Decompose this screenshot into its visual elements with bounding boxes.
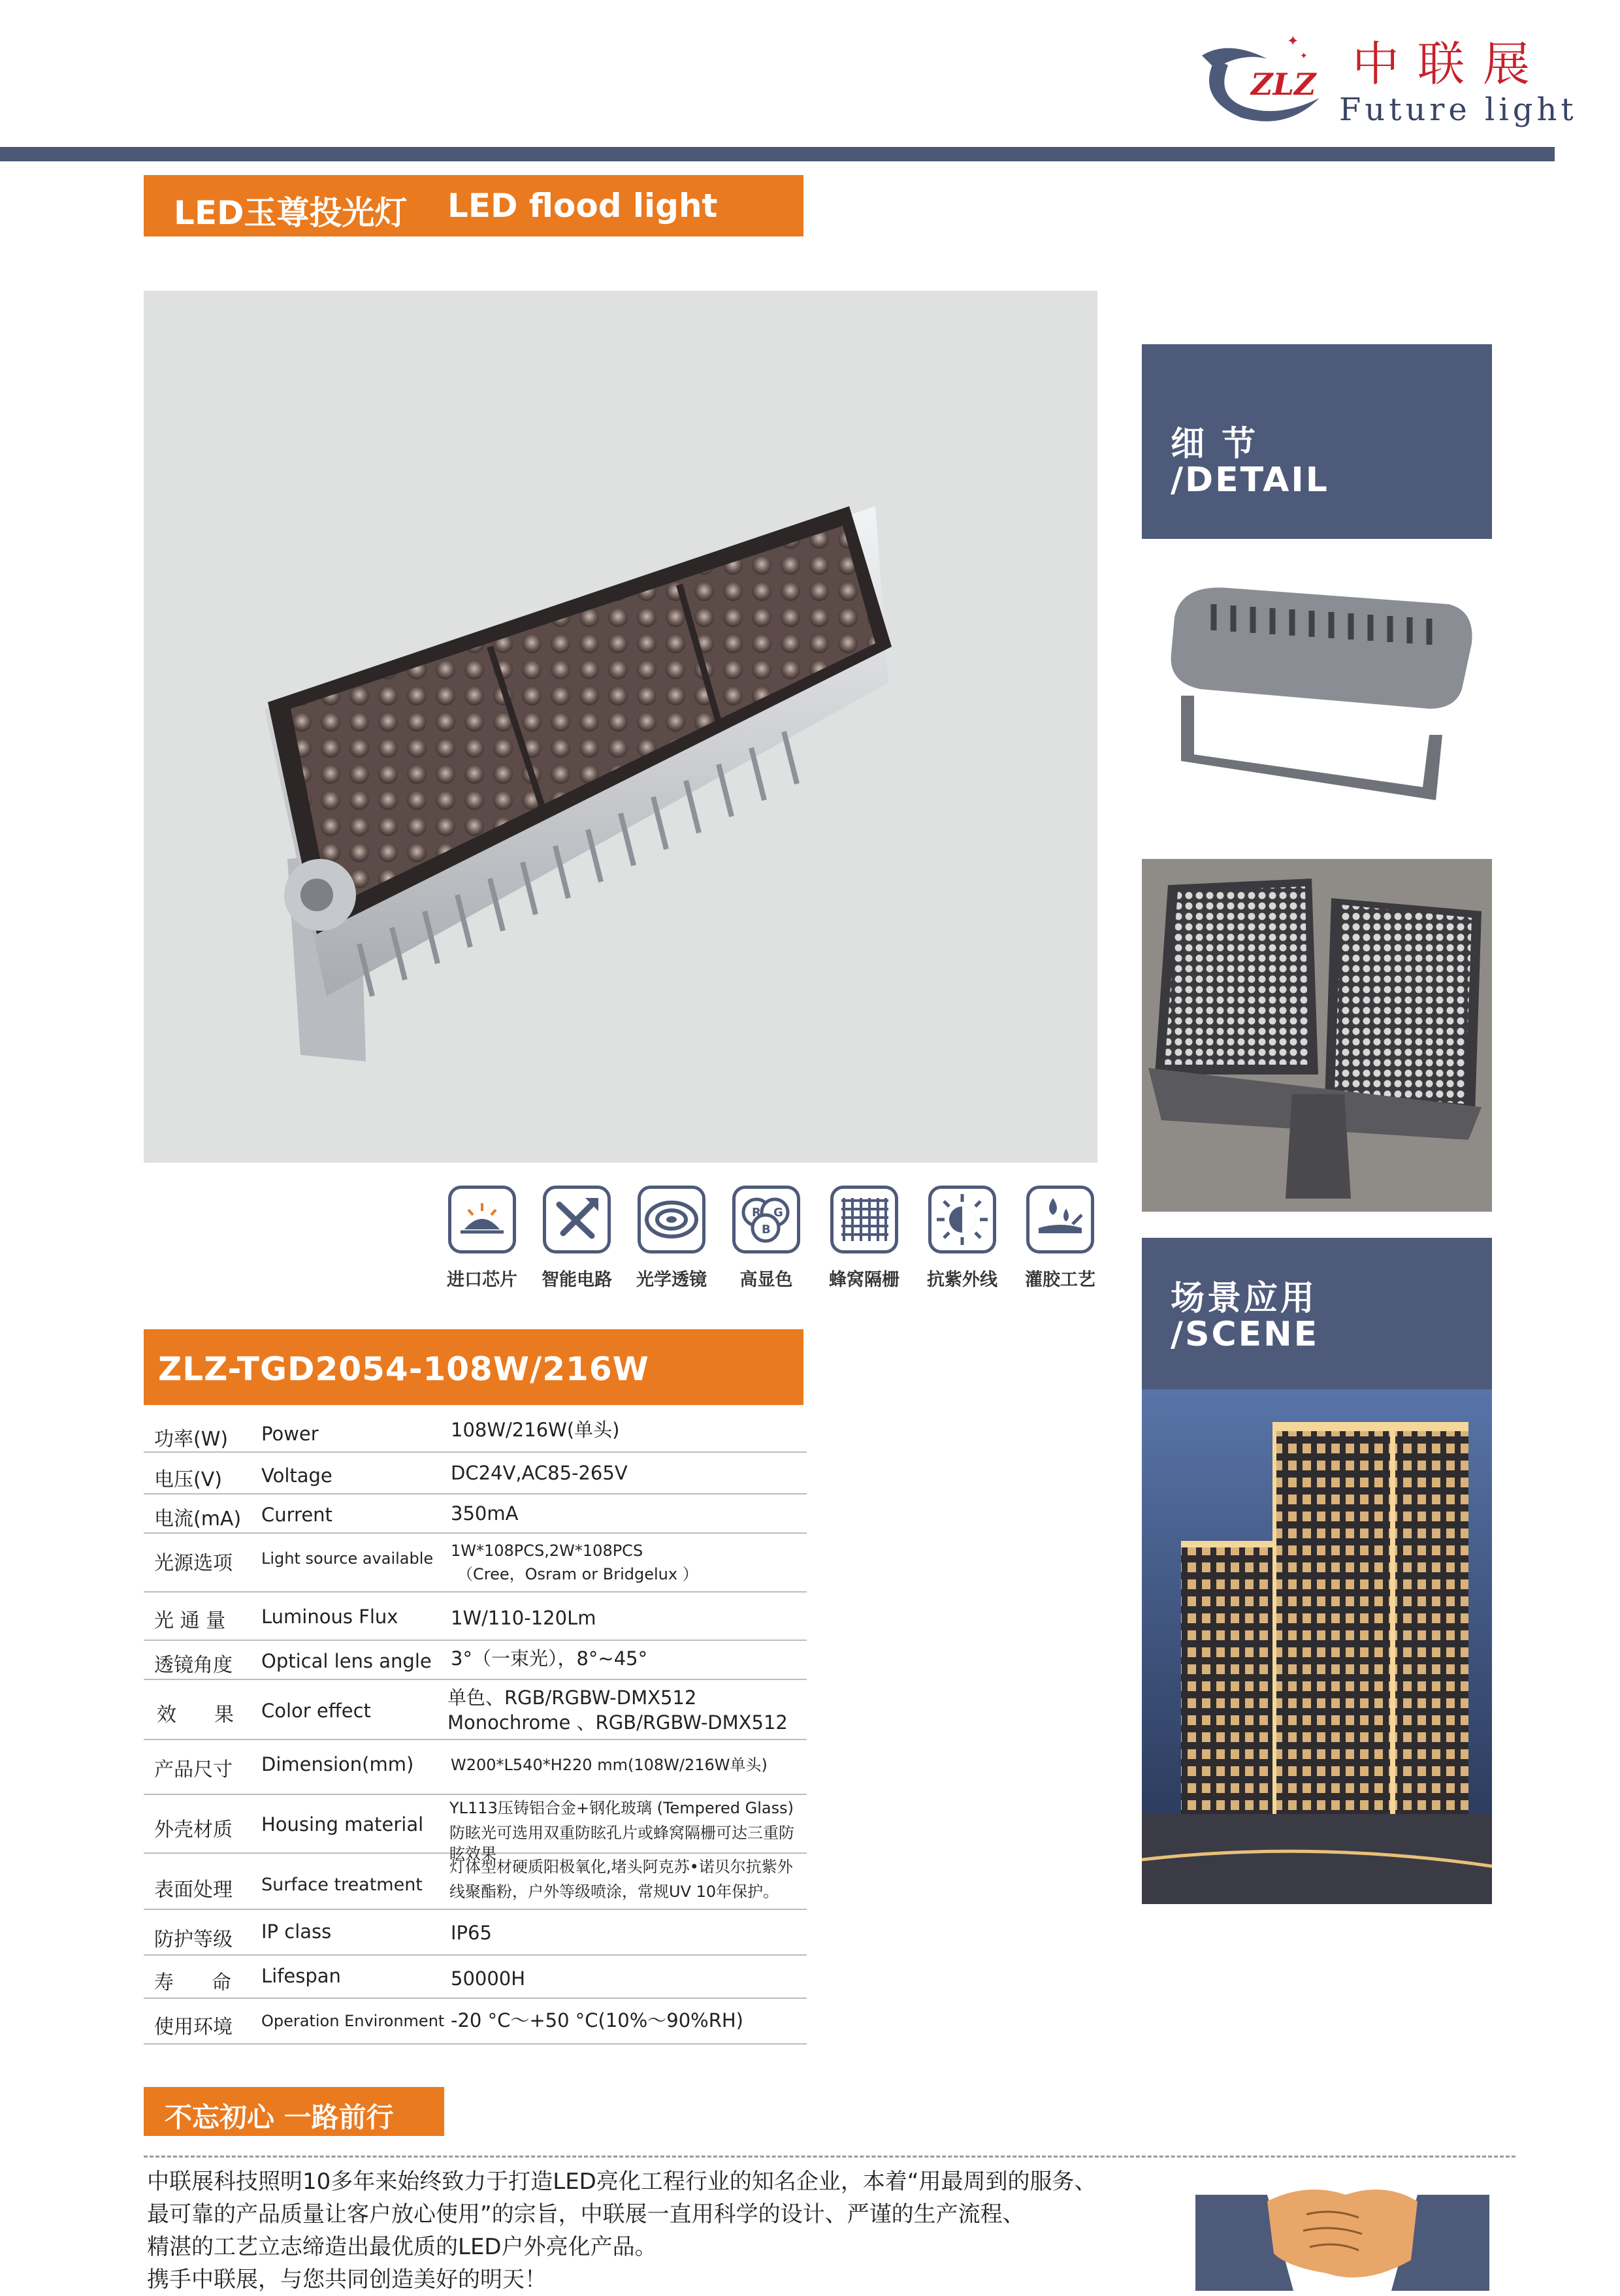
- spec-label-cn: 光源选项: [154, 1552, 233, 1575]
- feature-potting-process: [1014, 1186, 1106, 1291]
- spec-row-power: [144, 1411, 807, 1453]
- spec-row-dimension: [144, 1740, 807, 1795]
- feature-label: 抗紫外线: [927, 1270, 997, 1290]
- smart-circuit-icon: [543, 1186, 611, 1253]
- spec-value: 灯体型材硬质阳极氧化,堵头阿克苏•诺贝尔抗紫外: [449, 1858, 793, 1876]
- spec-value: 单色、RGB/RGBW-DMX512: [447, 1687, 697, 1709]
- spec-label-en: Power: [261, 1423, 319, 1445]
- feature-label: 智能电路: [542, 1270, 612, 1290]
- handshake-image: [1195, 2156, 1489, 2291]
- detail-title-cn: 细 节: [1171, 425, 1259, 464]
- company-text-line: 最可靠的产品质量让客户放心使用”的宗旨，中联展一直用科学的设计、严谨的生产流程、: [147, 2201, 1025, 2227]
- feature-anti-uv: [916, 1186, 1008, 1291]
- spec-value: 3°（一束光），8°~45°: [451, 1647, 648, 1670]
- spec-label-cn: 寿 命: [154, 1971, 240, 1994]
- spec-label-cn: 产品尺寸: [154, 1758, 233, 1781]
- detail-photo-double-head: [1142, 859, 1492, 1212]
- spec-label-en: Dimension(mm): [261, 1753, 414, 1775]
- spec-row-ip-class: [144, 1910, 807, 1956]
- header-divider: [0, 147, 1555, 161]
- spec-label-en: IP class: [261, 1920, 332, 1943]
- motto-text: 不忘初心 一路前行: [165, 2101, 394, 2133]
- detail-title-en: /DETAIL: [1171, 461, 1329, 500]
- spec-label-en: Current: [261, 1504, 332, 1526]
- brand-name-cn: 中联展: [1352, 37, 1549, 91]
- feature-label: 高显色: [739, 1270, 793, 1290]
- spec-label-en: Voltage: [261, 1464, 332, 1487]
- spec-value: W200*L540*H220 mm(108W/216W单头): [451, 1756, 768, 1774]
- spec-label-cn: 外壳材质: [154, 1819, 233, 1841]
- feature-label: 蜂窝隔栅: [829, 1270, 899, 1290]
- scene-panel: [1142, 1238, 1492, 1389]
- spec-value: 350mA: [451, 1502, 519, 1525]
- svg-text:✦: ✦: [1287, 33, 1299, 50]
- spec-row-current: [144, 1495, 807, 1534]
- product-title-cn: LED玉尊投光灯: [174, 194, 408, 232]
- spec-value: 线聚酯粉，户外等级喷涂，常规UV 10年保护。: [449, 1883, 779, 1901]
- spec-row-light-source: [144, 1534, 807, 1593]
- spec-label-en: Housing material: [261, 1813, 424, 1835]
- feature-optical-lens: [626, 1186, 717, 1291]
- spec-label-cn: 电流(mA): [154, 1508, 242, 1530]
- spec-row-lens-angle: [144, 1641, 807, 1680]
- spec-value: Monochrome 、RGB/RGBW-DMX512: [447, 1711, 788, 1734]
- spec-row-color-effect: [144, 1680, 807, 1740]
- product-title-en: LED flood light: [447, 187, 718, 225]
- spec-value: 50000H: [451, 1967, 526, 1990]
- spec-row-voltage: [144, 1453, 807, 1495]
- spec-label-cn: 光 通 量: [154, 1609, 226, 1632]
- scene-title-en: /SCENE: [1171, 1315, 1320, 1354]
- spec-label-cn: 使用环境: [154, 2016, 233, 2039]
- imported-chip-icon: [448, 1186, 516, 1253]
- spec-label-cn: 防护等级: [154, 1928, 233, 1951]
- honeycomb-grille-icon: [830, 1186, 898, 1253]
- spec-row-surface: [144, 1854, 807, 1910]
- product-title-bar: [144, 175, 803, 236]
- spec-label-en: Lifespan: [261, 1965, 341, 1987]
- svg-text:✦: ✦: [1300, 51, 1308, 61]
- feature-high-cri: [721, 1186, 812, 1291]
- feature-imported-chip: [436, 1186, 528, 1291]
- spec-label-cn: 电压(V): [154, 1468, 222, 1491]
- potting-process-icon: [1026, 1186, 1094, 1253]
- spec-value: IP65: [451, 1922, 492, 1944]
- spec-value: 1W/110-120Lm: [451, 1607, 596, 1629]
- feature-smart-circuit: [531, 1186, 623, 1291]
- spec-row-environment: [144, 1999, 807, 2045]
- company-text-line: 携手中联展，与您共同创造美好的明天！: [147, 2267, 547, 2293]
- spec-value: DC24V,AC85-265V: [451, 1462, 628, 1484]
- logo-letters: ZLZ: [1251, 67, 1316, 102]
- spec-row-housing: [144, 1795, 807, 1864]
- spec-label-cn: 效 果: [157, 1704, 243, 1726]
- company-description: [147, 2165, 1179, 2296]
- svg-text:R: R: [752, 1206, 761, 1220]
- spec-value: （Cree，Osram or Bridgelux ）: [457, 1565, 698, 1583]
- main-product-photo: [144, 291, 1097, 1163]
- model-number: ZLZ-TGD2054-108W/216W: [158, 1350, 649, 1388]
- motto-bar: [144, 2087, 444, 2136]
- detail-photo-rear: [1142, 539, 1492, 859]
- spec-value: 1W*108PCS,2W*108PCS: [451, 1542, 643, 1560]
- spec-value: 防眩光可选用双重防眩孔片或蜂窝隔栅可达三重防眩效果: [449, 1824, 794, 1864]
- spec-label-cn: 功率(W): [154, 1428, 229, 1451]
- spec-value: YL113压铸铝合金+钢化玻璃 (Tempered Glass): [449, 1799, 794, 1817]
- optical-lens-icon: [638, 1186, 705, 1253]
- anti-uv-icon: [928, 1186, 996, 1253]
- spec-label-en: Color effect: [261, 1700, 371, 1722]
- company-logo: [1189, 20, 1333, 137]
- spec-value: -20 °C～+50 °C(10%～90%RH): [451, 2009, 743, 2031]
- rgb-high-cri-icon: [732, 1186, 800, 1253]
- company-text-line: 精湛的工艺立志缔造出最优质的LED户外亮化产品。: [147, 2234, 657, 2260]
- spec-label-en: Light source available: [261, 1549, 434, 1568]
- feature-label: 进口芯片: [447, 1270, 517, 1290]
- spec-row-lifespan: [144, 1956, 807, 1999]
- spec-label-en: Operation Environment: [261, 2012, 445, 2030]
- svg-text:B: B: [762, 1223, 771, 1237]
- feature-label: 光学透镜: [636, 1270, 707, 1290]
- feature-label: 灌胶工艺: [1025, 1270, 1095, 1290]
- spec-table: [144, 1411, 807, 2045]
- spec-label-en: Luminous Flux: [261, 1606, 398, 1628]
- svg-text:G: G: [773, 1206, 783, 1220]
- spec-value: 108W/216W(单头): [451, 1419, 620, 1441]
- detail-panel: [1142, 344, 1492, 539]
- spec-label-en: Surface treatment: [261, 1875, 423, 1895]
- spec-label-en: Optical lens angle: [261, 1650, 432, 1672]
- brand-name-en: Future light: [1339, 91, 1578, 128]
- model-bar: [144, 1329, 803, 1405]
- scene-photo-building: [1142, 1389, 1492, 1904]
- company-text-line: 中联展科技照明10多年来始终致力于打造LED亮化工程行业的知名企业，本着“用最周到的服务、: [147, 2169, 1097, 2195]
- feature-honeycomb-grille: [818, 1186, 910, 1291]
- spec-label-cn: 透镜角度: [154, 1654, 233, 1677]
- spec-label-cn: 表面处理: [154, 1879, 233, 1901]
- spec-row-luminous-flux: [144, 1593, 807, 1641]
- scene-title-cn: 场景应用: [1171, 1279, 1318, 1318]
